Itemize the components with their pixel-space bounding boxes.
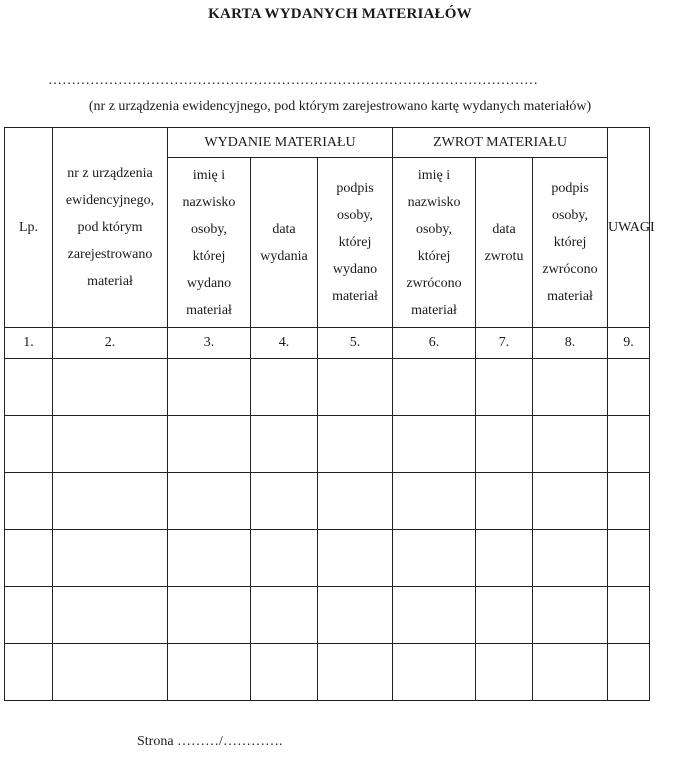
header-line: której [192,248,226,264]
table-cell[interactable] [5,587,53,644]
header-line: nazwisko [182,194,236,210]
register-number-caption: (nr z urządzenia ewidencyjnego, pod którym zarejestrowano kartę wydanych materiałów) [88,99,592,114]
header-line: data [492,221,516,237]
table-cell[interactable] [393,359,476,416]
column-number: 3. [168,328,251,359]
table-cell[interactable] [533,530,608,587]
header-remarks [608,128,655,328]
header-group-return-label: ZWROT MATERIAŁU [433,134,567,150]
table-cell[interactable] [476,644,533,701]
header-remarks-label: UWAGI [608,219,655,235]
table-cell[interactable] [533,587,608,644]
materials-issue-table [4,127,655,701]
table-cell[interactable] [533,416,608,473]
header-record-number-line: pod którym [77,220,143,235]
table-cell[interactable] [318,644,393,701]
header-line: osoby, [415,221,453,237]
table-cell[interactable] [168,473,251,530]
table-cell[interactable] [608,587,650,644]
header-line: data [272,221,296,237]
header-returned-by-name [393,158,476,328]
column-number-row [5,328,650,359]
table-cell[interactable] [318,587,393,644]
table-cell[interactable] [168,587,251,644]
table-cell[interactable] [251,587,318,644]
header-line: której [553,235,587,250]
table-cell[interactable] [533,644,608,701]
table-cell[interactable] [393,416,476,473]
header-line: zwrotu [484,248,524,264]
column-number: 1. [5,328,53,359]
table-cell[interactable] [251,359,318,416]
table-cell[interactable] [318,359,393,416]
header-issue-date [251,158,318,328]
table-body [5,359,650,701]
column-number: 8. [533,328,608,359]
header-line: materiał [411,302,457,318]
header-group-return [393,128,608,158]
header-line: osoby, [551,208,589,223]
table-row [5,587,650,644]
header-line: podpis [336,181,374,196]
table-cell[interactable] [5,644,53,701]
header-lp-label: Lp. [18,219,39,235]
header-line: nazwisko [407,194,461,210]
table-row [5,359,650,416]
header-line: zwrócono [542,262,598,277]
page-number-field: Strona ………/…………. [137,734,283,749]
header-group-issue-label: WYDANIE MATERIAŁU [204,134,356,150]
header-line: wydano [332,262,378,277]
header-group-issue [168,128,393,158]
document-title: KARTA WYDANYCH MATERIAŁÓW [208,6,472,22]
table-cell[interactable] [533,359,608,416]
table-cell[interactable] [5,359,53,416]
table-cell[interactable] [53,416,168,473]
table-row [5,530,650,587]
header-line: osoby, [190,221,228,237]
column-number: 7. [476,328,533,359]
table-cell[interactable] [608,473,650,530]
column-number: 4. [251,328,318,359]
table-cell[interactable] [168,530,251,587]
table-cell[interactable] [393,644,476,701]
header-line: wydano [186,275,232,291]
table-cell[interactable] [5,416,53,473]
table-cell[interactable] [168,359,251,416]
table-cell[interactable] [608,644,650,701]
table-cell[interactable] [168,644,251,701]
header-record-number-line: nr z urządzenia [67,166,153,181]
table-row [5,416,650,473]
table-cell[interactable] [476,416,533,473]
table-cell[interactable] [168,416,251,473]
table-cell[interactable] [318,473,393,530]
column-number: 5. [318,328,393,359]
header-line: której [417,248,451,264]
register-number-line: …………………………………………………………………………………………… [48,73,538,88]
table-cell[interactable] [318,530,393,587]
table-cell[interactable] [5,473,53,530]
header-lp [5,128,53,328]
table-row [5,644,650,701]
table-cell[interactable] [393,530,476,587]
header-issued-to-signature [318,158,393,328]
header-line: wydania [260,248,308,264]
header-record-number [53,128,168,328]
header-record-number-line: ewidencyjnego, [65,193,155,208]
table-cell[interactable] [476,530,533,587]
header-line: imię i [192,167,226,183]
header-record-number-line: zarejestrowano [67,247,153,262]
header-line: której [338,235,372,250]
table-cell[interactable] [53,473,168,530]
table-cell[interactable] [53,530,168,587]
column-number: 9. [608,328,650,359]
header-returned-by-signature [533,158,608,328]
table-cell[interactable] [251,473,318,530]
header-line: imię i [417,167,451,183]
table-cell[interactable] [476,359,533,416]
table-cell[interactable] [608,359,650,416]
table-cell[interactable] [318,416,393,473]
table-cell[interactable] [533,473,608,530]
column-number: 6. [393,328,476,359]
table-cell[interactable] [393,587,476,644]
header-line: materiał [332,289,378,304]
table-cell[interactable] [5,530,53,587]
table-cell[interactable] [53,644,168,701]
header-line: materiał [186,302,232,318]
table-cell[interactable] [251,644,318,701]
table-cell[interactable] [53,359,168,416]
table-cell[interactable] [251,530,318,587]
table-row [5,473,650,530]
header-issued-to-name [168,158,251,328]
table-cell[interactable] [608,416,650,473]
table-cell[interactable] [53,587,168,644]
header-line: materiał [547,289,593,304]
header-record-number-line: materiał [87,274,133,289]
table-cell[interactable] [476,473,533,530]
header-return-date [476,158,533,328]
header-line: osoby, [336,208,374,223]
header-line: zwrócono [406,275,462,291]
table-cell[interactable] [393,473,476,530]
table-cell[interactable] [251,416,318,473]
column-number: 2. [53,328,168,359]
table-cell[interactable] [608,530,650,587]
table-cell[interactable] [476,587,533,644]
header-line: podpis [551,181,589,196]
